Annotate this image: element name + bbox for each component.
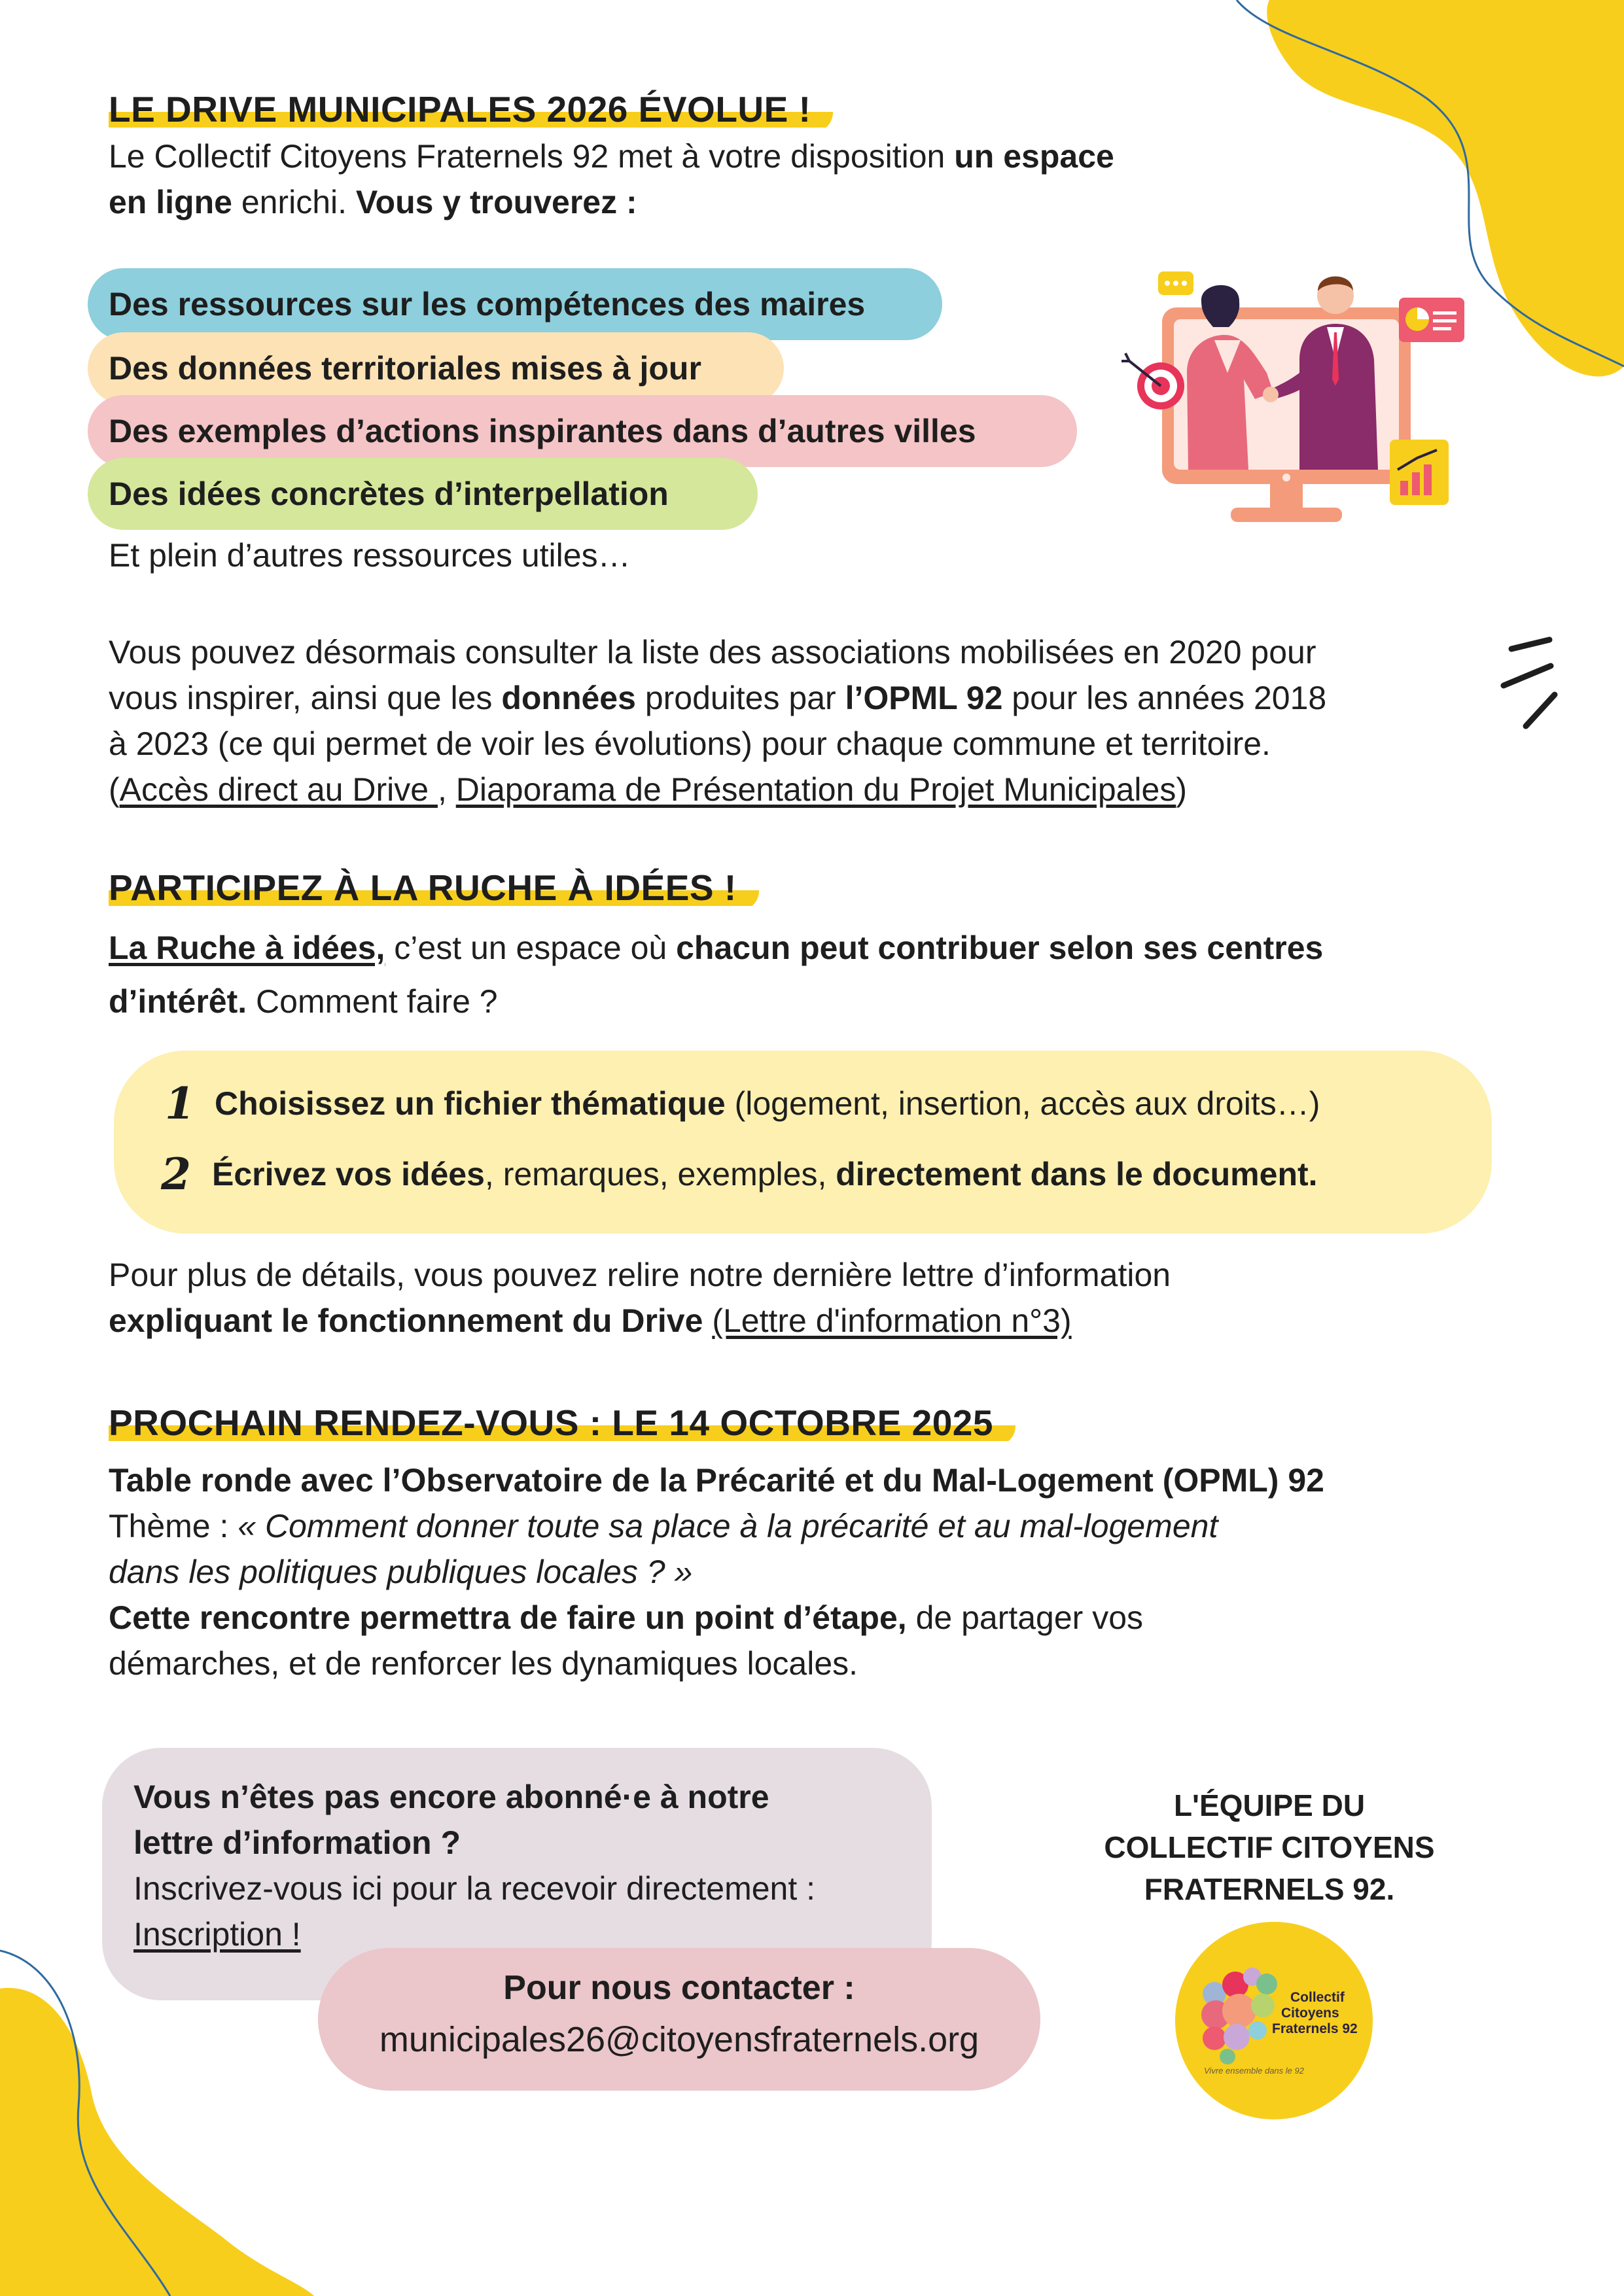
paragraph-bold: d’intérêt. (109, 983, 247, 1020)
step-number-1: 1 (165, 1078, 195, 1129)
paragraph-line: à 2023 (ce qui permet de voir les évolutions) pour chaque commune et territoire. (109, 725, 1271, 762)
step-1 (215, 1081, 1320, 1126)
paragraph-line: démarches, et de renforcer les dynamiques locales. (109, 1645, 858, 1682)
paragraph-bold: données (501, 680, 636, 716)
details-paragraph (109, 1252, 1548, 1344)
step-text: (logement, insertion, accès aux droits…) (725, 1085, 1320, 1122)
intro-paragraph (109, 133, 1286, 225)
paragraph-text: vous inspirer, ainsi que les (109, 680, 502, 716)
intro-bold: un espace (954, 138, 1114, 175)
step-2 (212, 1151, 1318, 1197)
logo-line: Fraternels 92 (1272, 2021, 1358, 2036)
section-heading-rdv: PROCHAIN RENDEZ-VOUS : LE 14 OCTOBRE 2025 (109, 1400, 1015, 1446)
step-number-2: 2 (161, 1149, 191, 1200)
theme-text: dans les politiques publiques locales ? » (109, 1554, 693, 1590)
logo-bubbles-icon (1175, 1922, 1373, 2119)
subscribe-question: Vous n’êtes pas encore abonné·e à notre (133, 1779, 769, 1815)
ruche-paragraph (109, 921, 1548, 1028)
step-bold: Écrivez vos idées (212, 1156, 485, 1192)
logo-line: Citoyens (1281, 2006, 1339, 2021)
team-line: FRATERNELS 92. (1144, 1872, 1395, 1906)
logo-text (1290, 1990, 1345, 2006)
subscribe-text (133, 1774, 919, 1957)
paragraph-bold: l’OPML 92 (845, 680, 1003, 716)
comma: , (437, 771, 456, 808)
paragraph-line: Pour plus de détails, vous pouvez relire notre dernière lettre d’information (109, 1257, 1171, 1293)
rdv-paragraph (109, 1457, 1581, 1686)
paragraph-bold: expliquant le fonctionnement du Drive (109, 1302, 703, 1339)
paragraph-bold: chacun peut contribuer selon ses centres (676, 930, 1324, 966)
paragraph-text: produites par (635, 680, 845, 716)
handshake-illustration (1110, 262, 1476, 536)
subscribe-question: lettre d’information ? (133, 1824, 461, 1861)
intro-bold: Vous y trouverez : (355, 184, 637, 220)
paragraph-text: de partager vos (906, 1599, 1144, 1636)
rdv-subtitle: Table ronde avec l’Observatoire de la Précarité et du Mal-Logement (OPML) 92 (109, 1462, 1324, 1499)
intro-text: enrichi. (232, 184, 356, 220)
intro-text: Le Collectif Citoyens Fraternels 92 met à votre disposition (109, 138, 955, 175)
diaporama-link[interactable]: Diaporama de Présentation du Projet Municipales (455, 771, 1176, 808)
paren: ) (1176, 771, 1188, 808)
collectif-logo (1175, 1922, 1373, 2119)
more-resources-text: Et plein d’autres ressources utiles… (109, 537, 631, 574)
paragraph-text: pour les années 2018 (1002, 680, 1327, 716)
resource-pill-exemples: Des exemples d’actions inspirantes dans d’autres villes (88, 395, 1077, 467)
section-heading-ruche: PARTICIPEZ À LA RUCHE À IDÉES ! (109, 865, 759, 911)
team-line: COLLECTIF CITOYENS (1104, 1830, 1435, 1864)
logo-line: Collectif (1290, 1990, 1345, 2005)
resource-pill-donnees: Des données territoriales mises à jour (88, 332, 784, 404)
logo-tagline: Vivre ensemble dans le 92 (1204, 2066, 1304, 2076)
contact-email[interactable]: municipales26@citoyensfraternels.org (379, 2020, 980, 2059)
ruche-link[interactable]: La Ruche à idées, (109, 930, 385, 966)
logo-text (1272, 2021, 1358, 2037)
lettre-link[interactable]: (Lettre d'information n°3) (712, 1302, 1072, 1339)
steps-box (114, 1051, 1492, 1234)
drive-paragraph (109, 629, 1548, 812)
theme-label: Thème : (109, 1508, 238, 1544)
contact-title: Pour nous contacter : (503, 1969, 855, 2007)
step-bold: directement dans le document. (836, 1156, 1318, 1192)
theme-text: « Comment donner toute sa place à la précarité et au mal-logement (238, 1508, 1218, 1544)
paragraph-text: c’est un espace où (385, 930, 677, 966)
paragraph-line: Vous pouvez désormais consulter la liste des associations mobilisées en 2020 pour (109, 634, 1316, 670)
subscribe-instruction: Inscrivez-vous ici pour la recevoir directement : (133, 1870, 816, 1907)
drive-link[interactable]: Accès direct au Drive (119, 771, 438, 808)
logo-text (1281, 2006, 1339, 2021)
team-signature (1073, 1784, 1466, 1910)
team-line: L'ÉQUIPE DU (1173, 1788, 1366, 1822)
paren: ( (109, 771, 120, 808)
step-bold: Choisissez un fichier thématique (215, 1085, 726, 1122)
space (703, 1302, 712, 1339)
step-text: , remarques, exemples, (484, 1156, 836, 1192)
paragraph-bold: Cette rencontre permettra de faire un point d’étape, (109, 1599, 907, 1636)
paragraph-text: Comment faire ? (247, 983, 498, 1020)
bottom-left-blob (0, 1949, 340, 2296)
intro-bold: en ligne (109, 184, 232, 220)
resource-pill-competences: Des ressources sur les compétences des maires (88, 268, 942, 340)
section-heading-drive: LE DRIVE MUNICIPALES 2026 ÉVOLUE ! (109, 86, 833, 132)
contact-box (318, 1948, 1040, 2091)
resource-pill-idees: Des idées concrètes d’interpellation (88, 458, 758, 530)
inscription-link[interactable]: Inscription ! (133, 1916, 301, 1953)
